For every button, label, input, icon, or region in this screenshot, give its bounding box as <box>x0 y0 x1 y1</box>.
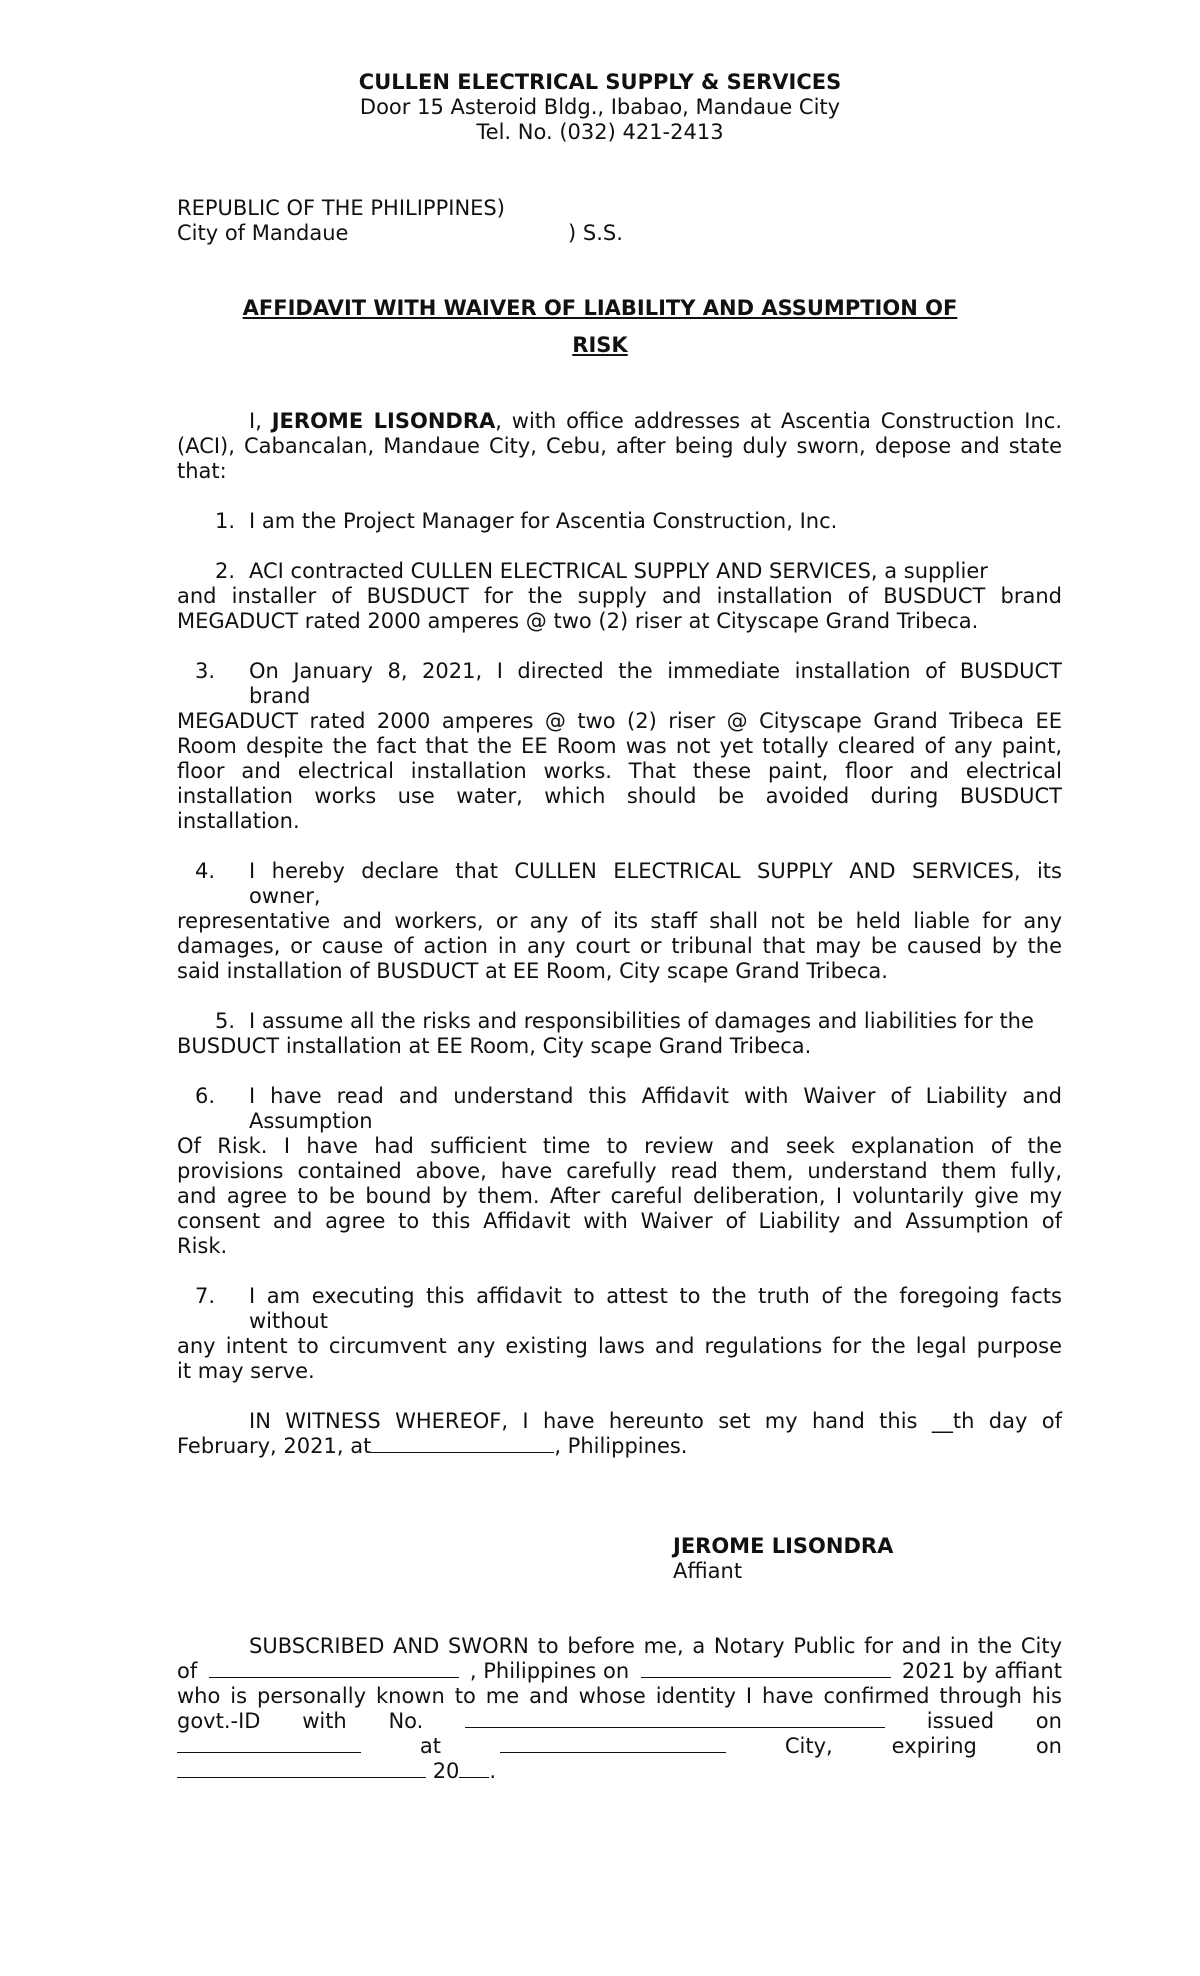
jurat-philippines-on: , Philippines on <box>469 1659 630 1683</box>
jurat-issue-date-blank <box>177 1734 361 1753</box>
item-6-line-1 <box>195 1084 1062 1109</box>
jurat-year-blank <box>459 1759 489 1778</box>
jurat-city-blank <box>209 1659 459 1678</box>
item-2-line-3: MEGADUCT rated 2000 amperes @ two (2) riser at Cityscape Grand Tribeca. <box>177 609 979 633</box>
title-line-1: AFFIDAVIT WITH WAIVER OF LIABILITY AND ASSUMPTION OF <box>242 296 958 320</box>
jurat-at: at <box>419 1734 442 1758</box>
item-7-line-2: any intent to circumvent any existing laws and regulations for the legal purpose <box>177 1334 1062 1358</box>
intro-rest: , with office addresses at Ascentia Construction Inc. <box>495 409 1062 433</box>
title-line-2: RISK <box>572 333 628 357</box>
item-3-line-6: installation. <box>177 809 300 833</box>
jurat-govt-id: govt.-ID <box>177 1709 261 1733</box>
jurat-of: of <box>177 1659 198 1683</box>
item-4-line-4: said installation of BUSDUCT at EE Room, City scape Grand Tribeca. <box>177 959 888 983</box>
jurat-period: . <box>489 1759 497 1783</box>
item-6-line-5: consent and agree to this Affidavit with Waiver of Liability and Assumption of <box>177 1209 1062 1233</box>
item-4-line-1b: owner, <box>249 884 321 908</box>
item-3-number: 3. <box>195 659 216 683</box>
item-3-line-5: installation works use water, which should be avoided during BUSDUCT <box>177 784 1062 808</box>
item-2-number: 2. <box>214 559 235 583</box>
jurat-issue-place-blank <box>500 1734 726 1753</box>
item-1 <box>195 509 837 534</box>
item-4-text: I hereby declare that CULLEN ELECTRICAL SUPPLY AND SERVICES, its <box>249 859 1062 883</box>
witness-line-2 <box>177 1434 687 1459</box>
jurat-date-blank <box>641 1659 891 1678</box>
signature-role: Affiant <box>673 1559 743 1583</box>
item-3-line-1 <box>195 659 1062 684</box>
item-4-number: 4. <box>195 859 216 883</box>
witness-place-blank <box>371 1434 554 1453</box>
item-5-line-2: BUSDUCT installation at EE Room, City scape Grand Tribeca. <box>177 1034 812 1058</box>
item-2-line-1 <box>195 559 988 584</box>
jurat-no: No. <box>388 1709 424 1733</box>
item-3-line-1b: brand <box>249 684 311 708</box>
jurat-line-2 <box>177 1659 1062 1684</box>
item-5-number: 5. <box>214 1009 235 1033</box>
item-6-number: 6. <box>195 1084 216 1108</box>
item-6-line-3: provisions contained above, have carefully read them, understand them fully, <box>177 1159 1062 1183</box>
item-6-line-6: Risk. <box>177 1234 228 1258</box>
jurat-expiring: expiring <box>891 1734 977 1758</box>
jurat-line-5 <box>177 1734 1062 1759</box>
item-5-text: I assume all the risks and responsibilities of damages and liabilities for the <box>249 1009 1034 1033</box>
item-6-line-4: and agree to be bound by them. After careful deliberation, I voluntarily give my <box>177 1184 1062 1208</box>
item-6-line-2: Of Risk. I have had sufficient time to review and seek explanation of the <box>177 1134 1062 1158</box>
intro-line-2: (ACI), Cabancalan, Mandaue City, Cebu, after being duly sworn, depose and state <box>177 434 1062 458</box>
jurat-line-3: who is personally known to me and whose identity I have confirmed through his <box>177 1684 1062 1708</box>
jurat-issued: issued <box>926 1709 995 1733</box>
jurat-by-affiant: 2021 by affiant <box>901 1659 1062 1683</box>
item-6-text: I have read and understand this Affidavit with Waiver of Liability and <box>249 1084 1062 1108</box>
item-5-line-1 <box>195 1009 1034 1034</box>
jurat-id-number-blank <box>465 1709 885 1728</box>
intro-prefix: I, <box>249 409 272 433</box>
item-3-line-3: Room despite the fact that the EE Room was not yet totally cleared of any paint, <box>177 734 1062 758</box>
venue-city: City of Mandaue <box>177 221 349 245</box>
venue-republic: REPUBLIC OF THE PHILIPPINES) <box>177 196 505 220</box>
item-7-number: 7. <box>195 1284 216 1308</box>
venue-ss: ) S.S. <box>568 221 623 245</box>
jurat-with: with <box>302 1709 347 1733</box>
witness-country: , Philippines. <box>554 1434 688 1458</box>
witness-line-1: IN WITNESS WHEREOF, I have hereunto set my hand this __th day of <box>249 1409 1062 1433</box>
jurat-line-1: SUBSCRIBED AND SWORN to before me, a Notary Public for and in the City <box>249 1634 1062 1658</box>
item-7-line-1 <box>195 1284 1062 1309</box>
signature-name: JEROME LISONDRA <box>673 1534 894 1558</box>
item-1-text: I am the Project Manager for Ascentia Construction, Inc. <box>249 509 838 533</box>
item-7-line-1b: without <box>249 1309 328 1333</box>
intro-line-3: that: <box>177 459 227 483</box>
item-4-line-3: damages, or cause of action in any court or tribunal that may be caused by the <box>177 934 1062 958</box>
item-7-text: I am executing this affidavit to attest to the truth of the foregoing facts <box>249 1284 1062 1308</box>
item-2-line-2: and installer of BUSDUCT for the supply and installation of BUSDUCT brand <box>177 584 1062 608</box>
company-tel: Tel. No. (032) 421-2413 <box>476 120 724 144</box>
jurat-on: on <box>1035 1709 1062 1733</box>
jurat-line-4 <box>177 1709 1062 1734</box>
company-address: Door 15 Asteroid Bldg., Ibabao, Mandaue City <box>359 95 841 119</box>
item-3-line-2: MEGADUCT rated 2000 amperes @ two (2) riser @ Cityscape Grand Tribeca EE <box>177 709 1062 733</box>
jurat-on-2: on <box>1035 1734 1062 1758</box>
jurat-city: City, <box>784 1734 833 1758</box>
item-3-line-4: floor and electrical installation works. That these paint, floor and electrical <box>177 759 1062 783</box>
item-4-line-2: representative and workers, or any of its staff shall not be held liable for any <box>177 909 1062 933</box>
item-4-line-1 <box>195 859 1062 884</box>
item-6-line-1b: Assumption <box>249 1109 373 1133</box>
affiant-name-intro: JEROME LISONDRA <box>271 409 496 433</box>
item-2-text: ACI contracted CULLEN ELECTRICAL SUPPLY AND SERVICES, a supplier <box>249 559 988 583</box>
item-3-text: On January 8, 2021, I directed the immediate installation of BUSDUCT <box>249 659 1062 683</box>
jurat-line-6 <box>177 1759 496 1784</box>
witness-date: February, 2021, at <box>177 1434 372 1458</box>
jurat-year-prefix: 20 <box>432 1759 460 1783</box>
company-name: CULLEN ELECTRICAL SUPPLY & SERVICES <box>358 70 842 94</box>
item-1-number: 1. <box>214 509 235 533</box>
item-7-line-3: it may serve. <box>177 1359 315 1383</box>
jurat-expiry-blank <box>177 1759 426 1778</box>
intro-line-1 <box>177 409 1062 434</box>
